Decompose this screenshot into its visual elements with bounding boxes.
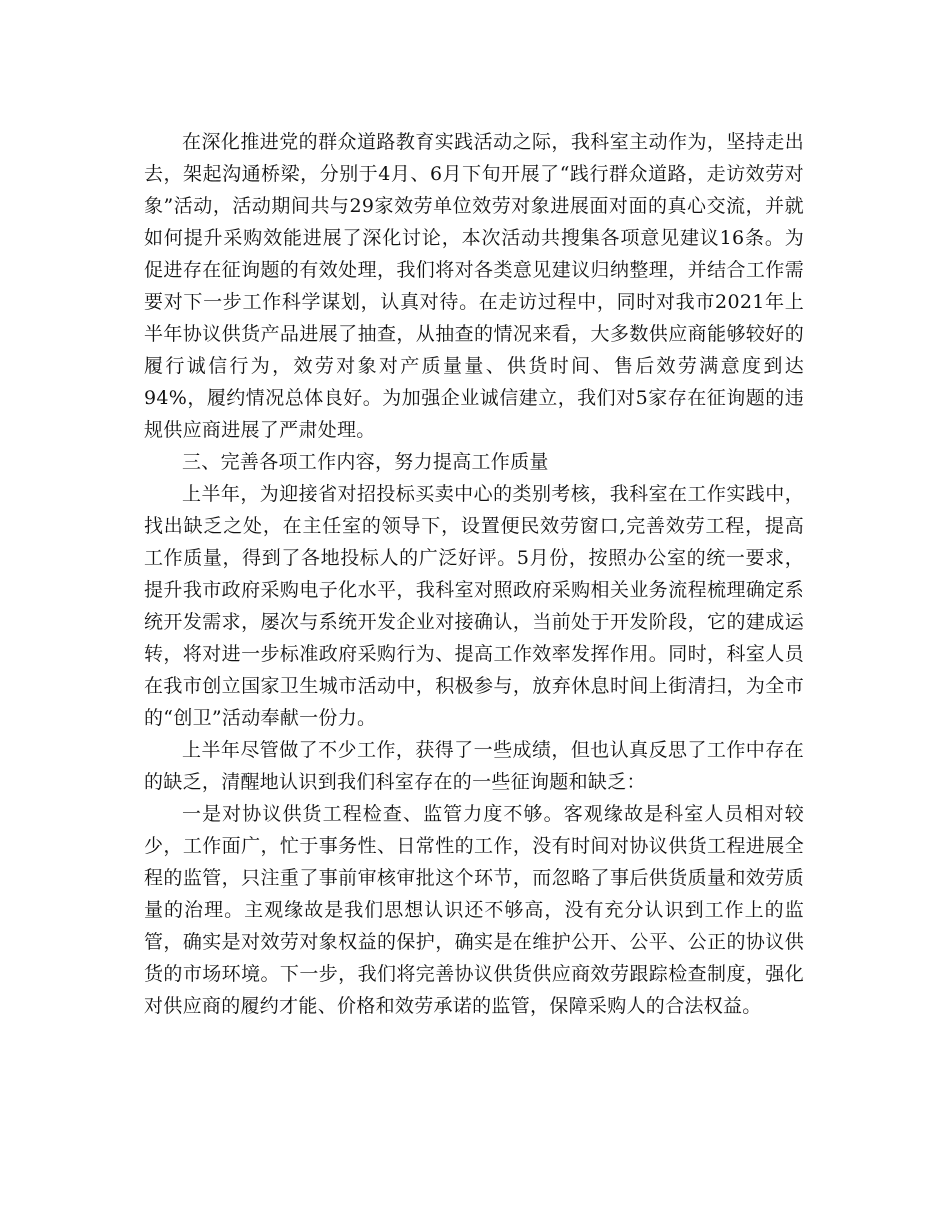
paragraph-issue-one: 一是对协议供货工程检查、监管力度不够。客观缘故是科室人员相对较少，工作面广，忙于事务性、日常性的工作，没有时间对协议供货工程进展全程的监管，只注重了事前审核审批这个环节，而忽略了事后供货质量和效劳质量的治理。主观缘故是我们思想认识还不够高，没有充分认识到工作上的监管，确实是对效劳对象权益的保护，确实是在维护公开、公平、公正的协议供货的市场环境。下一步，我们将完善协议供货供应商效劳跟踪检查制度，强化对供应商的履约才能、价格和效劳承诺的监管，保障采购人的合法权益。 [144,803,804,1017]
paragraph-first-half-work: 上半年，为迎接省对招投标买卖中心的类别考核，我科室在工作实践中，找出缺乏之处，在主任室的领导下，设置便民效劳窗口,完善效劳工程，提高工作质量，得到了各地投标人的广泛好评。5月份，按照办公室的统一要求，提升我市政府采购电子化水平，我科室对照政府采购相关业务流程梳理确定系统开发需求，屡次与系统开发企业对接确认，当前处于开发阶段，它的建成运转，将对进一步标准政府采购行为、提高工作效率发挥作用。同时，科室人员在我市创立国家卫生城市活动中，积极参与，放弃休息时间上街清扫，为全市的“创卫”活动奉献一份力。 [144,483,804,729]
paragraph-reflection: 上半年尽管做了不少工作，获得了一些成绩，但也认真反思了工作中存在的缺乏，清醒地认识到我们科室存在的一些征询题和缺乏： [144,739,804,793]
paragraph-outreach-activity: 在深化推进党的群众道路教育实践活动之际，我科室主动作为，坚持走出去，架起沟通桥梁，分别于4月、6月下旬开展了“践行群众道路，走访效劳对象”活动，活动期间共与29家效劳单位效劳对象进展面对面的真心交流，并就如何提升采购效能进展了深化讨论，本次活动共搜集各项意见建议16条。为促进存在征询题的有效处理，我们将对各类意见建议归纳整理，并结合工作需要对下一步工作科学谋划，认真对待。在走访过程中，同时对我市2021年上半年协议供货产品进展了抽查，从抽查的情况来看，大多数供应商能够较好的履行诚信行为，效劳对象对产质量量、供货时间、售后效劳满意度到达94%，履约情况总体良好。为加强企业诚信建立，我们对5家存在征询题的违规供应商进展了严肃处理。 [144,131,804,441]
document-body [144,126,804,1022]
section-heading-3: 三、完善各项工作内容，努力提高工作质量 [182,451,549,473]
